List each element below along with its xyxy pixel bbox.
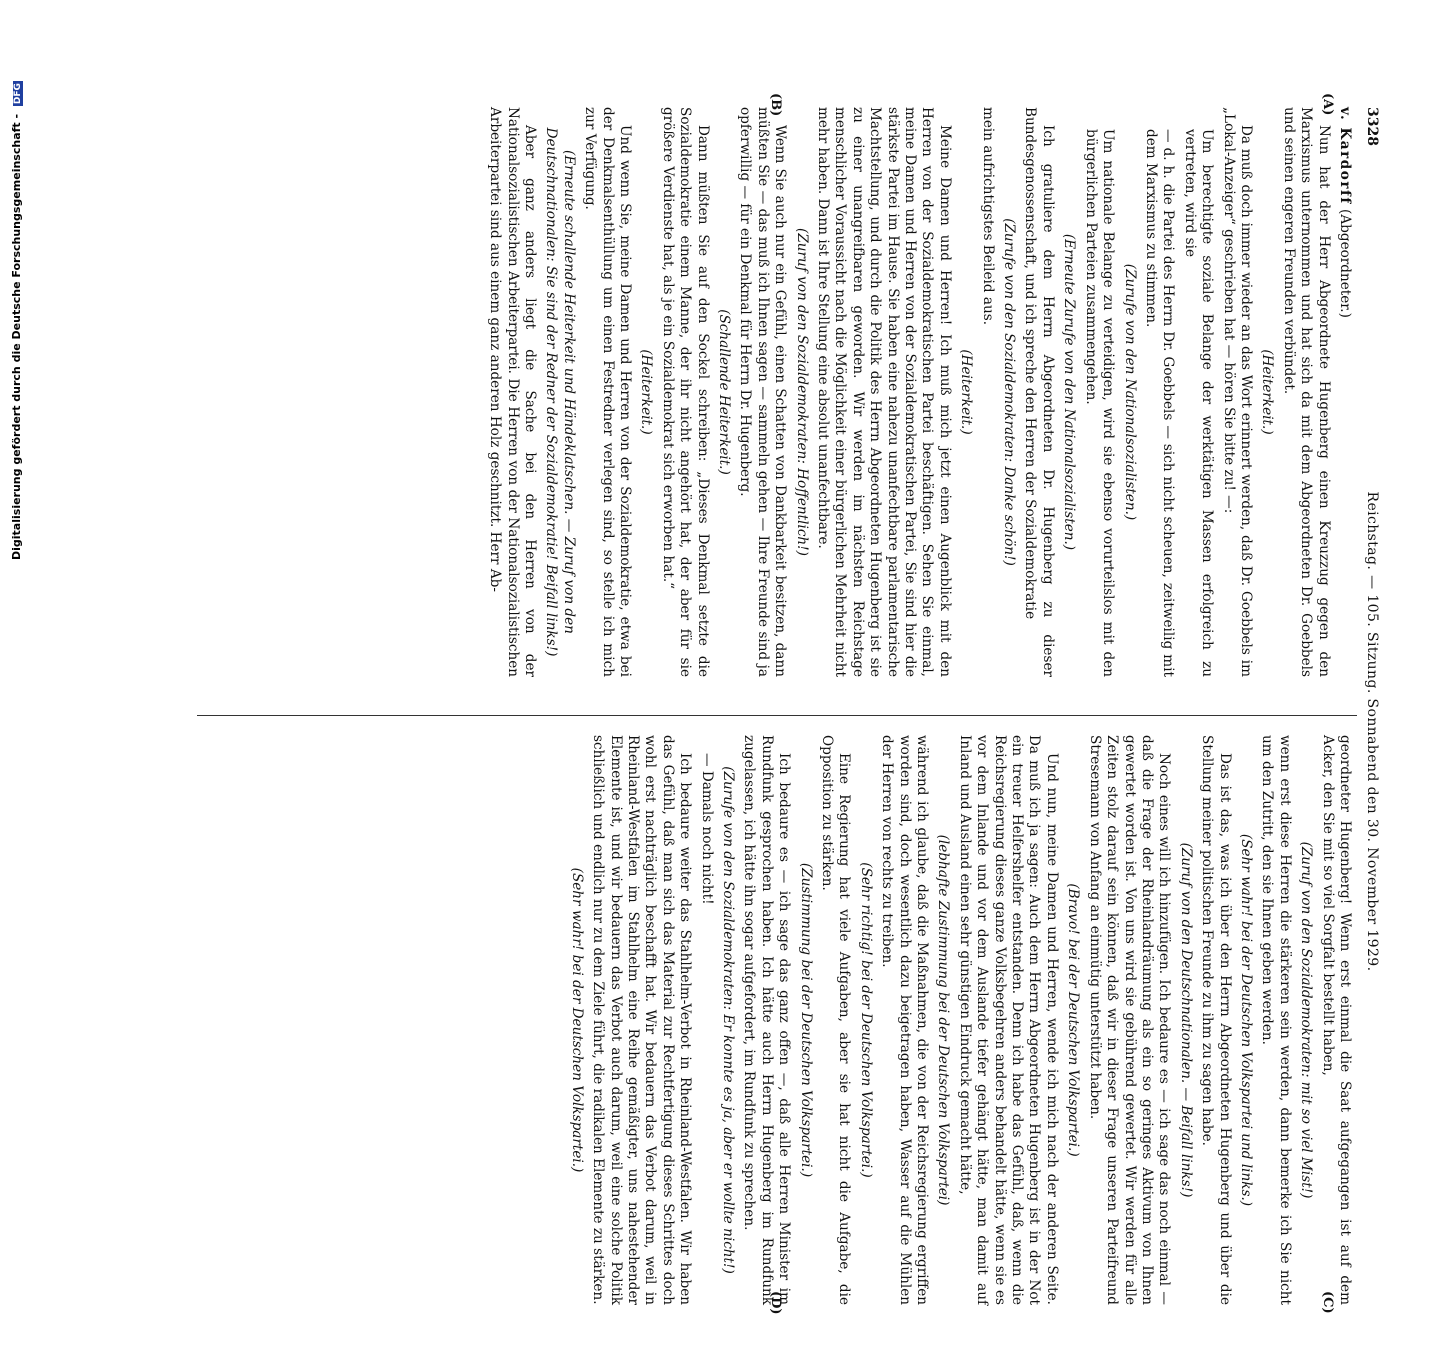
- margin-marker-a: (A): [1320, 93, 1335, 116]
- interjection: (Heiterkeit.): [638, 349, 655, 435]
- column-divider: [197, 715, 1357, 716]
- interjection: (Zuruf von den Sozialdemokraten: mit so viel Mist!): [1298, 841, 1315, 1199]
- interjection: (lebhafte Zustimmung bei der Deutschen Volkspartei): [935, 834, 952, 1206]
- interjection: (Heiterkeit.): [1259, 349, 1276, 435]
- digitization-credit-bar: [0, 0, 22, 1000]
- interjection: (Sehr wahr! bei der Deutschen Volkspartei und links.): [1237, 833, 1254, 1207]
- paragraph: Meine Damen und Herren! Ich muß mich jetzt einen Augenblick mit den Herren von der Sozialdemokratischen Partei beschäftigen. Sehen Sie einmal, meine Damen und Herren von der Sozialdemokratischen Partei, Sie sind hier die stärkste Partei im Hause. Sie haben eine nahezu unanfechtbare parlamentarische Machtstellung, und durch die Politik des Herrn Abgeordneten Hugenberg ist sie zu einer unangreifbaren geworden. Wir werden im nächsten Reichstage menschlicher Voraussicht nach die Möglichkeit einer bürgerlichen Mehrheit nicht mehr haben. Dann ist Ihre Stellung eine absolut unanfechtbare.: [815, 107, 953, 677]
- margin-marker-b: (B): [768, 93, 783, 117]
- quotation: Um nationale Belange zu verteidigen, wird sie ebenso vorurteilslos mit den bürgerlichen Parteien zusammengehen.: [1082, 129, 1117, 677]
- interjection: (Zuruf von den Deutschnationalen. — Beifall links!): [1177, 842, 1194, 1198]
- page-number: 3328: [1364, 107, 1380, 146]
- interjection: (Sehr richtig! bei der Deutschen Volkspartei.): [857, 862, 874, 1178]
- margin-marker-d: (D): [768, 1291, 783, 1315]
- left-column: [482, 107, 1353, 677]
- right-column: [563, 735, 1353, 1305]
- paragraph: mein aufrichtigstes Beileid aus.: [979, 107, 996, 326]
- paragraph: Nun hat der Herr Abgeordnete Hugenberg einen Kreuzzug gegen den Marxismus unternommen und hat sich da mit dem Abgeordneten Dr. Goebbels und seinen engeren Freunden verbündet.: [1280, 107, 1332, 677]
- paragraph: — Damals noch nicht!: [698, 753, 715, 905]
- rotated-scan: [143, 95, 1383, 1355]
- paragraph: Ich bedaure es — ich sage das ganz offen —, daß alle Herren Minister im Rundfunk gesprochen haben. Ich hätte auch Herrn Hugenberg im Rundfunk zugelassen, ich hätte ihn sogar aufgefordert, im Rundfunk zu sprechen.: [741, 735, 793, 1305]
- interjection: (Zuruf von den Sozialdemokraten: Hoffentlich!): [793, 228, 810, 556]
- digitization-credit: [10, 81, 23, 560]
- paragraph: Und wenn Sie, meine Damen und Herren von der Sozialdemokratie, etwa bei der Denkmalsenthüllung um einen Festredner verlegen sind, so stelle ich mich zur Verfügung.: [582, 107, 633, 677]
- interjection: (Sehr wahr! bei der Deutschen Volkspartei.): [568, 867, 585, 1173]
- interjection: (Erneute Zurufe von den Nationalsozialisten.): [1061, 233, 1078, 551]
- interjection: (Zurufe von den Sozialdemokraten: Er konnte es ja, aber er wollte nicht!): [720, 766, 736, 1274]
- paragraph: wenn erst diese Herren die stärkeren sein werden, dann bemerke ich Sie nicht um den Zutritt, den sie Ihnen geben werden.: [1259, 735, 1293, 1305]
- dfg-logo: DFG: [13, 83, 23, 105]
- paragraph: Ich bedaure weiter das Stahlhelm-Verbot in Rheinland-Westfalen. Wir haben das Gefühl, daß man sich das Material zur Rechtfertigung dieses Schrittes doch wohl erst nachträglich beschafft hat. Wir bedauern das Verbot darum, weil in Rheinland-Westfalen im Stahlhelm eine Reihe gemäßigter, uns nahestehender Elemente ist, und wir bedauern das Verbot auch darum, weil eine solche Politik schließlich und endlich nur zu dem Ziele führt, die radikalen Elemente zu stärken.: [590, 735, 694, 1305]
- speaker-role: (Abgeordneter.): [1337, 209, 1353, 318]
- page-header: [1361, 107, 1383, 1317]
- interjection: (Bravo! bei der Deutschen Volkspartei.): [1065, 883, 1082, 1157]
- paragraph: Das ist das, was ich über den Herrn Abgeordneten Hugenberg und über die Stellung meiner politischen Freunde zu ihm zu sagen habe.: [1199, 735, 1233, 1305]
- paragraph: Eine Regierung hat viele Aufgaben, aber sie hat nicht die Aufgabe, die Opposition zu stärken.: [819, 735, 853, 1305]
- quotation: — d. h. die Partei des Herrn Dr. Goebbels — sich nicht scheuen, zeitweilig mit dem Marxismus zu stimmen.: [1142, 129, 1177, 677]
- quotation: Um berechtigte soziale Belange der werktätigen Massen erfolgreich zu vertreten, wird sie: [1181, 129, 1216, 677]
- interjection: (Erneute schallende Heiterkeit und Händeklatschen. — Zuruf von den Deutschnationalen: Sie sind der Redner der Sozialdemokratie! Beifall links!): [543, 127, 577, 657]
- paragraph: Da muß doch immer wieder an das Wort erinnert werden, daß Dr. Goebbels im „Lokal-Anzeiger“ geschrieben hat — hören Sie bitte zu! —:: [1220, 107, 1254, 677]
- paragraph: Noch eines will ich hinzufügen. Ich bedaure es — ich sage das noch einmal — daß die Frage der Rheinlandräumung als ein so geringes Aktivum von Ihnen gewertet worden ist. Von uns wird sie gebührend gewertet. Wir werden für alle Zeiten stolz darauf sein können, daß wir in dieser Frage unseren Parteifreund Stresemann von Anfang an einmütig unterstützt haben.: [1086, 735, 1173, 1305]
- paragraph: Ich gratuliere dem Herrn Abgeordneten Dr. Hugenberg zu dieser Bundesgenossenschaft, und ich spreche den Herren der Sozialdemokratie: [1022, 107, 1056, 677]
- paragraph: geordneter Hugenberg! Wenn erst einmal die Saat aufgegangen ist auf dem Acker, den Sie mit so viel Sorgfalt bestellt haben,: [1319, 735, 1353, 1305]
- paragraph: Dann müßten Sie auf den Sockel schreiben: „Dieses Denkmal setzte die Sozialdemokratie einem Manne, der ihr nicht angehört hat, der aber für sie größere Verdienste hat, als je ein Sozialdemokrat sich erworben hat.“: [659, 107, 711, 677]
- speaker-name: v. Kardorff: [1337, 107, 1353, 205]
- interjection: (Zustimmung bei der Deutschen Volkspartei.): [797, 862, 814, 1178]
- interjection: (Heiterkeit.): [958, 349, 975, 435]
- interjection: (Schallende Heiterkeit.): [716, 309, 732, 475]
- paragraph: Und nun, meine Damen und Herren, wende ich mich nach der anderen Seite. Da muß ich ja sagen: Auch dem Herrn Abgeordneten Hugenberg ist in der Not ein treuer Helfershelfer entstanden. Denn ich habe das Gefühl, daß, wenn die Reichsregierung dieses ganze Volksbegehren anders behandelt hätte, wenn sie es vor dem Inlande und vor dem Auslande tiefer gehängt hätte, man damit auf Inland und Ausland einen sehr günstigen Eindruck gemacht hätte,: [956, 735, 1060, 1305]
- page-title: Reichstag. — 105. Sitzung. Sonnabend den 30. November 1929.: [1364, 491, 1380, 972]
- paragraph: Aber ganz anders liegt die Sache bei den Herren von der Nationalsozialistischen Arbeiterpartei. Die Herren von der Nationalsozialistischen Arbeiterpartei sind aus einem ganz anderen Holz geschnitzt. Herr Ab-: [487, 107, 538, 677]
- paragraph: Wenn Sie auch nur ein Gefühl, einen Schatten von Dankbarkeit besitzen, dann müßten Sie — das muß ich Ihnen sagen — sammeln gehen — Ihre Freunde sind ja opferwillig — für ein Denkmal für Herrn Dr. Hugenberg.: [737, 107, 789, 677]
- paragraph: [1336, 107, 1353, 677]
- margin-marker-c: (C): [1320, 1291, 1335, 1314]
- paragraph: während ich glaube, daß die Maßnahmen, die von der Reichsregierung ergriffen worden sind, doch wesentlich dazu beigetragen haben, Wasser auf die Mühlen der Herren von rechts zu treiben.: [879, 735, 931, 1305]
- credit-text: Digitalisierung gefördert durch die Deutsche Forschungsgemeinschaft -: [10, 113, 23, 560]
- interjection: (Zurufe von den Sozialdemokraten: Danke schön!): [1001, 218, 1018, 566]
- interjection: (Zurufe von den Nationalsozialisten.): [1121, 263, 1138, 521]
